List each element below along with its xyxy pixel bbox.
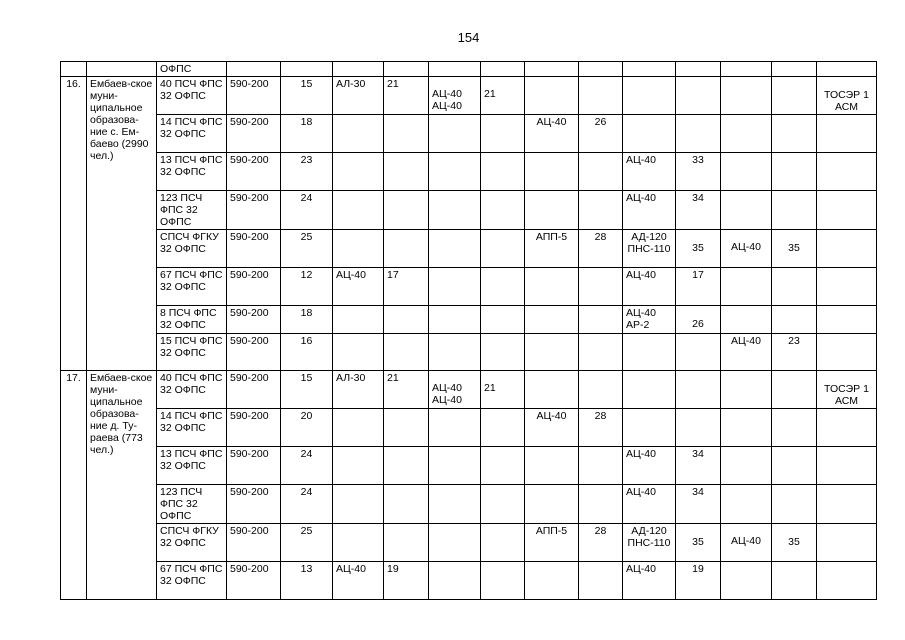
time-cell xyxy=(579,485,623,524)
unit-cell: 123 ПСЧ ФПС 32 ОФПС xyxy=(157,191,227,230)
table-row xyxy=(61,409,877,447)
time-cell: 21 xyxy=(384,371,429,409)
time-cell xyxy=(676,306,721,334)
table-row xyxy=(61,268,877,306)
time-cell xyxy=(481,115,525,153)
time-cell xyxy=(579,191,623,230)
unit-cell: 8 ПСЧ ФПС 32 ОФПС xyxy=(157,306,227,334)
unit-cell: 40 ПСЧ ФПС 32 ОФПС xyxy=(157,371,227,409)
vehicle-cell xyxy=(525,334,579,371)
vehicle-cell xyxy=(525,77,579,115)
vehicle-cell xyxy=(333,485,384,524)
time-cell xyxy=(772,306,817,334)
time-cell xyxy=(481,306,525,334)
time-cell: 12 xyxy=(281,268,333,306)
time-cell-text: 21 xyxy=(484,88,496,100)
time-cell xyxy=(384,115,429,153)
vehicle-cell: АЦ-40 xyxy=(623,485,676,524)
table-row xyxy=(61,115,877,153)
time-cell xyxy=(481,153,525,191)
time-cell xyxy=(579,562,623,600)
time-cell: 34 xyxy=(676,447,721,485)
time-cell xyxy=(579,371,623,409)
time-cell xyxy=(579,153,623,191)
table-body xyxy=(61,62,877,600)
time-cell-text: 21 xyxy=(484,382,496,394)
time-cell: 28 xyxy=(579,409,623,447)
code-cell: 590-200 xyxy=(227,230,281,268)
code-cell: 590-200 xyxy=(227,77,281,115)
time-cell: 33 xyxy=(676,153,721,191)
time-cell xyxy=(676,409,721,447)
time-cell xyxy=(481,485,525,524)
vehicle-cell xyxy=(721,371,772,409)
unit-cell: 13 ПСЧ ФПС 32 ОФПС xyxy=(157,447,227,485)
vehicle-cell xyxy=(721,562,772,600)
vehicle-cell: АПП-5 xyxy=(525,230,579,268)
time-cell: 17 xyxy=(676,268,721,306)
empty-cell xyxy=(817,306,877,334)
vehicle-cell: АЛ-30 xyxy=(333,371,384,409)
table-row xyxy=(61,447,877,485)
vehicle-cell xyxy=(333,115,384,153)
empty-cell xyxy=(817,230,877,268)
empty-cell xyxy=(817,524,877,562)
time-cell xyxy=(481,371,525,409)
vehicle-cell-text: АЦ-40 АЦ-40 xyxy=(432,382,462,406)
vehicle-cell xyxy=(525,371,579,409)
settlement-name: Ембаев-ское муни-ципальное образова-ние с. Ем-баево (2990 чел.) xyxy=(87,77,157,371)
unit-cell: 13 ПСЧ ФПС 32 ОФПС xyxy=(157,153,227,191)
vehicle-cell xyxy=(721,409,772,447)
vehicle-cell: АЦ-40 xyxy=(525,115,579,153)
vehicle-cell: АЦ-40 xyxy=(333,268,384,306)
table-row xyxy=(61,334,877,371)
code-cell: 590-200 xyxy=(227,524,281,562)
time-cell: 24 xyxy=(281,191,333,230)
vehicle-cell xyxy=(429,447,481,485)
vehicle-cell xyxy=(429,268,481,306)
vehicle-cell xyxy=(721,485,772,524)
unit-cell: 123 ПСЧ ФПС 32 ОФПС xyxy=(157,485,227,524)
empty-cell xyxy=(817,191,877,230)
vehicle-cell xyxy=(429,191,481,230)
time-cell xyxy=(579,306,623,334)
vehicle-cell xyxy=(333,191,384,230)
vehicle-cell xyxy=(623,334,676,371)
vehicle-cell xyxy=(623,77,676,115)
vehicle-cell xyxy=(429,524,481,562)
row-number: 16. xyxy=(61,77,87,371)
vehicle-cell xyxy=(721,191,772,230)
time-cell xyxy=(384,524,429,562)
time-cell: 23 xyxy=(281,153,333,191)
vehicle-cell xyxy=(721,230,772,268)
table-row xyxy=(61,153,877,191)
table-row xyxy=(61,191,877,230)
vehicle-cell xyxy=(721,447,772,485)
tosep-cell xyxy=(817,77,877,115)
tosep-cell-text: ТОСЭР 1 АСМ xyxy=(824,89,869,113)
table-row xyxy=(61,524,877,562)
deployment-table xyxy=(60,61,877,600)
vehicle-cell: АПП-5 xyxy=(525,524,579,562)
unit-cell: СПСЧ ФГКУ 32 ОФПС xyxy=(157,524,227,562)
empty-cell xyxy=(817,153,877,191)
time-cell xyxy=(772,191,817,230)
vehicle-cell xyxy=(429,115,481,153)
time-cell xyxy=(481,77,525,115)
vehicle-cell xyxy=(333,334,384,371)
vehicle-cell xyxy=(525,153,579,191)
vehicle-cell xyxy=(525,447,579,485)
time-cell xyxy=(772,562,817,600)
table-row xyxy=(61,485,877,524)
vehicle-cell xyxy=(333,306,384,334)
vehicle-cell xyxy=(623,409,676,447)
time-cell xyxy=(481,562,525,600)
time-cell xyxy=(384,447,429,485)
time-cell: 15 xyxy=(281,371,333,409)
time-cell xyxy=(384,230,429,268)
vehicle-cell: АЦ-40 xyxy=(623,447,676,485)
time-cell: 15 xyxy=(281,77,333,115)
time-cell: 25 xyxy=(281,524,333,562)
vehicle-cell xyxy=(525,485,579,524)
table-row xyxy=(61,77,877,115)
vehicle-cell: АЦ-40 xyxy=(623,268,676,306)
time-cell: 18 xyxy=(281,115,333,153)
code-cell: 590-200 xyxy=(227,306,281,334)
vehicle-cell: АД-120 ПНС-110 xyxy=(623,524,676,562)
time-cell: 19 xyxy=(384,562,429,600)
vehicle-cell-text: АЦ-40 xyxy=(731,535,761,547)
time-cell xyxy=(772,409,817,447)
time-cell xyxy=(676,524,721,562)
vehicle-cell xyxy=(525,306,579,334)
code-cell: 590-200 xyxy=(227,115,281,153)
vehicle-cell xyxy=(429,77,481,115)
time-cell xyxy=(481,524,525,562)
time-cell xyxy=(579,268,623,306)
vehicle-cell: АЦ-40 xyxy=(333,562,384,600)
vehicle-cell xyxy=(429,371,481,409)
time-cell xyxy=(384,191,429,230)
time-cell xyxy=(384,306,429,334)
vehicle-cell xyxy=(429,153,481,191)
empty-cell xyxy=(817,562,877,600)
time-cell xyxy=(384,153,429,191)
unit-cell: 14 ПСЧ ФПС 32 ОФПС xyxy=(157,409,227,447)
settlement-name: Ембаев-ское муни-ципальное образова-ние д. Ту-раева (773 чел.) xyxy=(87,371,157,600)
unit-cell: 67 ПСЧ ФПС 32 ОФПС xyxy=(157,562,227,600)
time-cell xyxy=(481,409,525,447)
empty-cell xyxy=(817,334,877,371)
vehicle-cell xyxy=(525,268,579,306)
table-row xyxy=(61,306,877,334)
unit-cell: 15 ПСЧ ФПС 32 ОФПС xyxy=(157,334,227,371)
time-cell-text: 35 xyxy=(788,242,800,254)
vehicle-cell xyxy=(429,230,481,268)
page-number: 154 xyxy=(457,30,480,45)
vehicle-cell xyxy=(333,447,384,485)
time-cell xyxy=(579,334,623,371)
unit-cell: 40 ПСЧ ФПС 32 ОФПС xyxy=(157,77,227,115)
time-cell-text: 35 xyxy=(692,536,704,548)
time-cell xyxy=(676,334,721,371)
vehicle-cell xyxy=(721,306,772,334)
time-cell xyxy=(676,371,721,409)
time-cell xyxy=(676,230,721,268)
vehicle-cell xyxy=(623,371,676,409)
vehicle-cell: АД-120 ПНС-110 xyxy=(623,230,676,268)
time-cell xyxy=(384,334,429,371)
table-row xyxy=(61,230,877,268)
vehicle-cell xyxy=(429,409,481,447)
row-number: 17. xyxy=(61,371,87,600)
code-cell: 590-200 xyxy=(227,334,281,371)
vehicle-cell xyxy=(721,77,772,115)
time-cell xyxy=(772,485,817,524)
unit-cell: ОФПС xyxy=(157,62,227,77)
table-row xyxy=(61,562,877,600)
vehicle-cell: АЦ-40 xyxy=(525,409,579,447)
time-cell xyxy=(384,409,429,447)
time-cell: 16 xyxy=(281,334,333,371)
time-cell xyxy=(772,153,817,191)
time-cell xyxy=(481,334,525,371)
code-cell: 590-200 xyxy=(227,447,281,485)
carry-row xyxy=(61,62,877,77)
time-cell: 19 xyxy=(676,562,721,600)
time-cell xyxy=(384,485,429,524)
time-cell xyxy=(772,447,817,485)
empty-cell xyxy=(817,409,877,447)
empty-cell xyxy=(817,115,877,153)
vehicle-cell xyxy=(333,153,384,191)
time-cell: 25 xyxy=(281,230,333,268)
time-cell: 34 xyxy=(676,191,721,230)
time-cell: 24 xyxy=(281,485,333,524)
time-cell xyxy=(481,230,525,268)
time-cell: 23 xyxy=(772,334,817,371)
time-cell xyxy=(481,268,525,306)
time-cell xyxy=(481,447,525,485)
vehicle-cell xyxy=(333,230,384,268)
vehicle-cell: АЦ-40 xyxy=(721,334,772,371)
vehicle-cell xyxy=(429,485,481,524)
code-cell: 590-200 xyxy=(227,191,281,230)
time-cell xyxy=(772,268,817,306)
vehicle-cell: АЦ-40 xyxy=(623,562,676,600)
empty-cell xyxy=(817,268,877,306)
time-cell-text: 26 xyxy=(692,318,704,330)
vehicle-cell xyxy=(333,409,384,447)
vehicle-cell xyxy=(721,115,772,153)
time-cell: 26 xyxy=(579,115,623,153)
time-cell xyxy=(579,77,623,115)
time-cell: 34 xyxy=(676,485,721,524)
time-cell xyxy=(772,524,817,562)
vehicle-cell xyxy=(429,334,481,371)
time-cell xyxy=(772,115,817,153)
time-cell: 24 xyxy=(281,447,333,485)
time-cell: 13 xyxy=(281,562,333,600)
time-cell xyxy=(772,371,817,409)
time-cell: 18 xyxy=(281,306,333,334)
time-cell: 20 xyxy=(281,409,333,447)
time-cell: 21 xyxy=(384,77,429,115)
vehicle-cell xyxy=(623,115,676,153)
unit-cell: 14 ПСЧ ФПС 32 ОФПС xyxy=(157,115,227,153)
vehicle-cell xyxy=(429,562,481,600)
time-cell-text: 35 xyxy=(692,242,704,254)
table-row xyxy=(61,371,877,409)
code-cell: 590-200 xyxy=(227,562,281,600)
empty-cell xyxy=(817,485,877,524)
vehicle-cell xyxy=(333,524,384,562)
vehicle-cell: АЦ-40 xyxy=(623,153,676,191)
time-cell xyxy=(676,77,721,115)
vehicle-cell xyxy=(721,524,772,562)
unit-cell: СПСЧ ФГКУ 32 ОФПС xyxy=(157,230,227,268)
time-cell: 17 xyxy=(384,268,429,306)
vehicle-cell: АЛ-30 xyxy=(333,77,384,115)
vehicle-cell xyxy=(429,306,481,334)
vehicle-cell xyxy=(525,191,579,230)
code-cell: 590-200 xyxy=(227,485,281,524)
unit-cell: 67 ПСЧ ФПС 32 ОФПС xyxy=(157,268,227,306)
empty-cell xyxy=(817,447,877,485)
vehicle-cell: АЦ-40 АР-2 xyxy=(623,306,676,334)
code-cell: 590-200 xyxy=(227,268,281,306)
vehicle-cell xyxy=(525,562,579,600)
vehicle-cell-text: АЦ-40 АЦ-40 xyxy=(432,88,462,112)
vehicle-cell-text: АЦ-40 xyxy=(731,241,761,253)
time-cell: 28 xyxy=(579,230,623,268)
time-cell xyxy=(579,447,623,485)
vehicle-cell xyxy=(721,268,772,306)
time-cell xyxy=(676,115,721,153)
time-cell-text: 35 xyxy=(788,536,800,548)
vehicle-cell: АЦ-40 xyxy=(623,191,676,230)
time-cell xyxy=(772,77,817,115)
time-cell xyxy=(772,230,817,268)
tosep-cell-text: ТОСЭР 1 АСМ xyxy=(824,383,869,407)
code-cell: 590-200 xyxy=(227,409,281,447)
code-cell: 590-200 xyxy=(227,153,281,191)
time-cell: 28 xyxy=(579,524,623,562)
tosep-cell xyxy=(817,371,877,409)
code-cell: 590-200 xyxy=(227,371,281,409)
time-cell xyxy=(481,191,525,230)
vehicle-cell xyxy=(721,153,772,191)
